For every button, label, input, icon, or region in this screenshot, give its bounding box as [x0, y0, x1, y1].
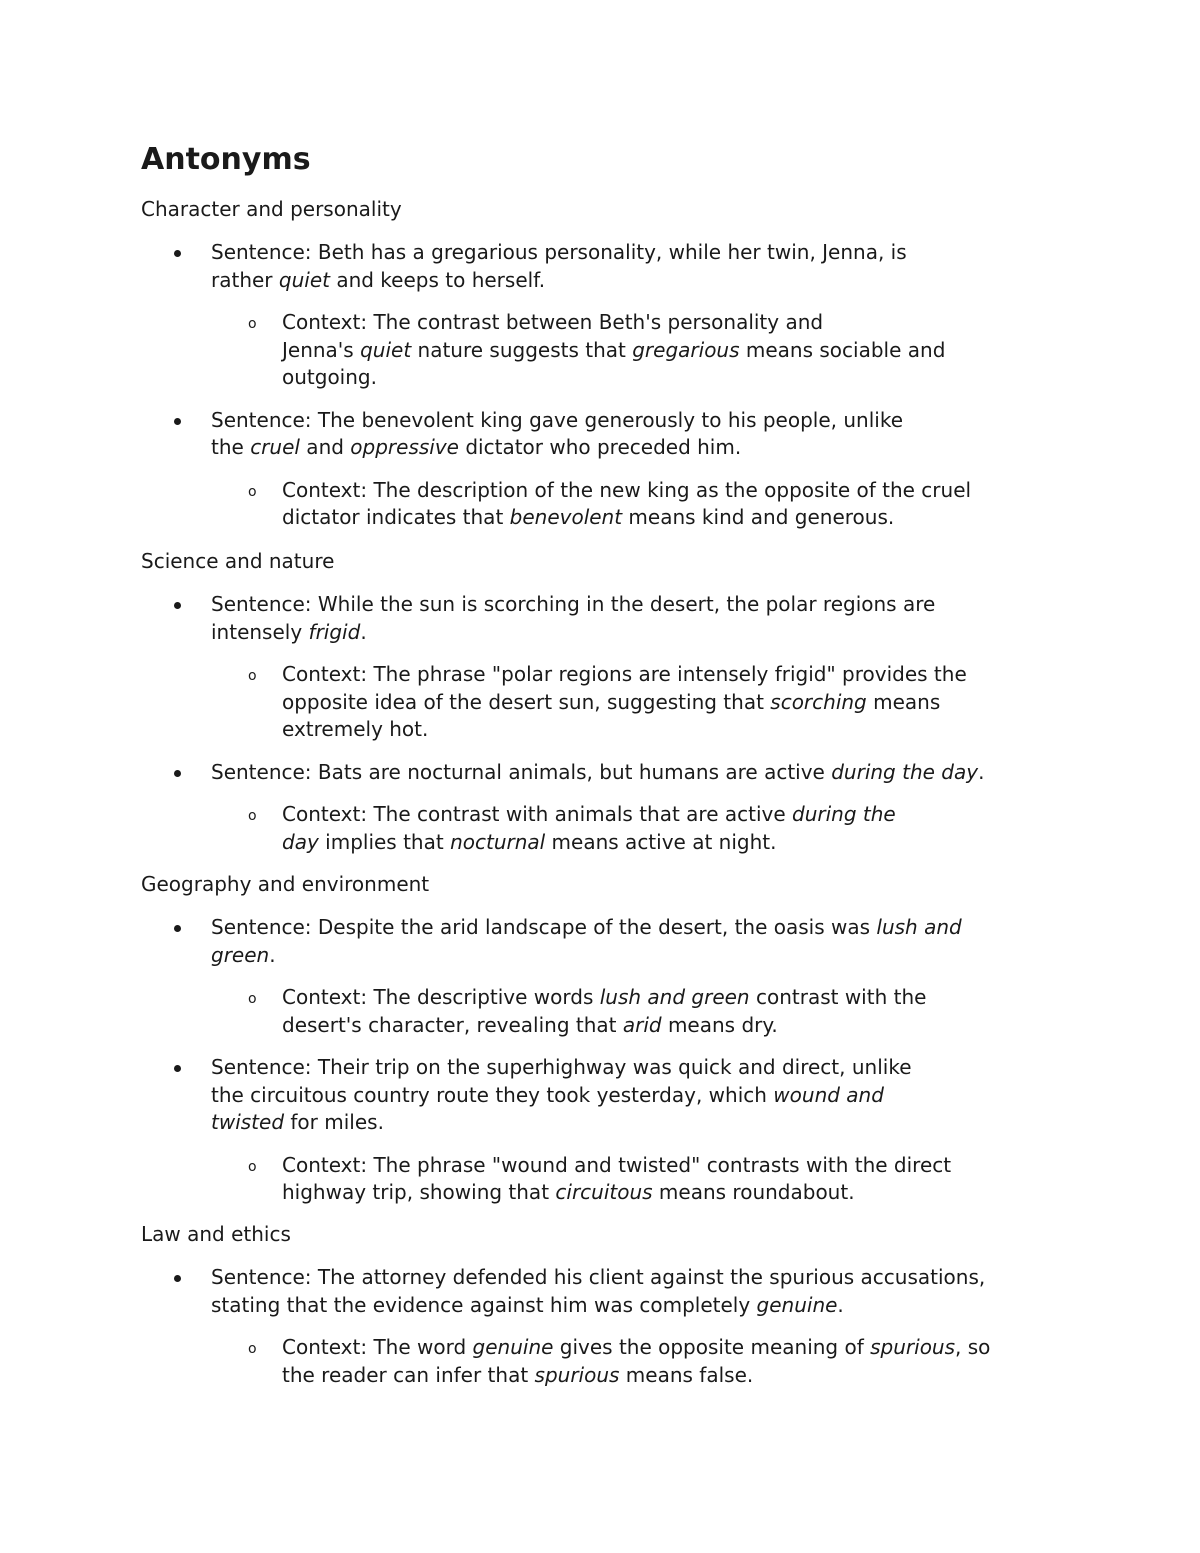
- context-line: [282, 661, 967, 688]
- text-run: Sentence: The attorney defended his client against the spurious accusations,: [211, 1265, 986, 1289]
- text-run: the reader can infer that: [282, 1362, 535, 1387]
- text-run: means kind and generous.: [622, 505, 895, 529]
- italic-term: circuitous: [555, 1180, 653, 1204]
- bullet-icon: [174, 250, 181, 257]
- bullet-icon: [174, 602, 181, 609]
- text-run: Sentence: Bats are nocturnal animals, but humans are active: [211, 759, 832, 784]
- sub-bullet-icon: o: [248, 316, 257, 332]
- italic-term: spurious: [534, 1362, 620, 1387]
- sentence-line: [211, 619, 367, 646]
- text-run: highway trip, showing that: [282, 1180, 556, 1204]
- italic-term: twisted: [211, 1110, 285, 1134]
- text-run: and keeps to herself.: [329, 267, 546, 292]
- bullet-icon: [174, 418, 181, 425]
- text-run: the: [211, 435, 251, 459]
- sub-bullet-icon: o: [248, 991, 257, 1007]
- context-line: [282, 829, 776, 856]
- sentence-line: [211, 434, 741, 461]
- text-run: and: [299, 435, 351, 459]
- italic-term: genuine: [472, 1335, 554, 1359]
- sentence-line: [211, 267, 545, 294]
- text-run: dictator indicates that: [282, 505, 510, 529]
- section-heading: Geography and environment: [141, 872, 430, 896]
- text-run: outgoing.: [282, 365, 377, 389]
- text-run: Context: The contrast between Beth's personality and: [282, 310, 824, 334]
- text-run: Jenna's: [282, 337, 361, 362]
- sentence-line: [211, 914, 962, 941]
- sub-bullet-icon: o: [248, 808, 257, 824]
- text-run: Sentence: While the sun is scorching in the desert, the polar regions are: [211, 592, 936, 616]
- context-line: [282, 1362, 753, 1389]
- italic-term: nocturnal: [450, 829, 546, 854]
- context-line: [282, 309, 823, 336]
- text-run: means sociable and: [739, 337, 946, 362]
- italic-term: arid: [622, 1012, 662, 1037]
- text-run: Context: The contrast with animals that are active: [282, 802, 793, 826]
- sentence-line: [211, 1264, 985, 1291]
- section-heading: Science and nature: [141, 549, 335, 573]
- text-run: Sentence: Beth has a gregarious personality, while her twin, Jenna, is: [211, 240, 907, 264]
- text-run: extremely hot.: [282, 717, 429, 741]
- sentence-line: [211, 1082, 884, 1109]
- section-heading: Character and personality: [141, 197, 402, 221]
- page-title: Antonyms: [141, 142, 311, 177]
- context-line: [282, 716, 428, 743]
- italic-term: gregarious: [632, 337, 740, 362]
- text-run: rather: [211, 267, 279, 292]
- italic-term: lush and green: [599, 985, 750, 1009]
- sub-bullet-icon: o: [248, 1158, 257, 1175]
- context-line: [282, 504, 894, 531]
- context-line: [282, 1334, 990, 1361]
- text-run: contrast with the: [749, 985, 927, 1009]
- italic-term: green: [211, 942, 270, 967]
- text-run: Context: The phrase "polar regions are intensely frigid" provides the: [282, 662, 967, 686]
- italic-term: benevolent: [509, 505, 623, 529]
- context-line: [282, 984, 926, 1011]
- text-run: desert's character, revealing that: [282, 1012, 623, 1037]
- italic-term: frigid: [308, 619, 361, 644]
- text-run: means false.: [619, 1362, 754, 1387]
- italic-term: day: [282, 829, 319, 854]
- italic-term: quiet: [278, 267, 330, 292]
- bullet-icon: [174, 925, 181, 932]
- text-run: Context: The phrase "wound and twisted" contrasts with the direct: [282, 1152, 952, 1177]
- text-run: means dry.: [661, 1012, 778, 1037]
- italic-term: oppressive: [350, 435, 459, 459]
- italic-term: cruel: [250, 435, 300, 459]
- text-run: , so: [955, 1335, 991, 1359]
- sentence-line: [211, 1054, 912, 1081]
- context-line: [282, 1179, 855, 1206]
- text-run: Context: The word: [282, 1335, 473, 1359]
- sentence-line: [211, 942, 276, 969]
- text-run: gives the opposite meaning of: [553, 1335, 871, 1359]
- text-run: implies that: [318, 829, 451, 854]
- italic-term: quiet: [360, 337, 412, 362]
- sub-bullet-icon: o: [248, 483, 257, 500]
- bullet-icon: [174, 1275, 181, 1282]
- text-run: .: [978, 759, 985, 784]
- context-line: [282, 1152, 951, 1179]
- text-run: .: [269, 942, 276, 967]
- italic-term: genuine: [756, 1292, 838, 1317]
- text-run: the circuitous country route they took yesterday, which: [211, 1082, 774, 1107]
- text-run: .: [837, 1292, 844, 1317]
- text-run: nature suggests that: [411, 337, 633, 362]
- text-run: stating that the evidence against him was completely: [211, 1292, 757, 1317]
- text-run: Context: The description of the new king as the opposite of the cruel: [282, 477, 972, 502]
- sentence-line: [211, 759, 984, 786]
- sub-bullet-icon: o: [248, 668, 257, 684]
- text-run: Sentence: Their trip on the superhighway was quick and direct, unlike: [211, 1055, 912, 1079]
- sentence-line: [211, 591, 935, 618]
- context-line: [282, 477, 971, 504]
- text-run: intensely: [211, 619, 309, 644]
- context-line: [282, 689, 940, 716]
- sentence-line: [211, 239, 907, 266]
- text-run: means active at night.: [545, 829, 777, 854]
- italic-term: scorching: [770, 689, 867, 714]
- context-line: [282, 1012, 778, 1039]
- text-run: .: [360, 619, 367, 644]
- text-run: Sentence: The benevolent king gave generously to his people, unlike: [211, 407, 903, 432]
- context-line: [282, 364, 377, 391]
- bullet-icon: [174, 1065, 181, 1072]
- italic-term: during the day: [831, 759, 979, 784]
- bullet-icon: [174, 770, 181, 777]
- sentence-line: [211, 1292, 844, 1319]
- text-run: means: [866, 689, 941, 714]
- italic-term: spurious: [870, 1335, 956, 1359]
- sub-bullet-icon: o: [248, 1341, 257, 1357]
- context-line: [282, 801, 896, 828]
- italic-term: lush and: [876, 915, 962, 939]
- text-run: Sentence: Despite the arid landscape of the desert, the oasis was: [211, 915, 877, 939]
- section-heading: Law and ethics: [141, 1222, 291, 1246]
- sentence-line: [211, 407, 903, 434]
- text-run: for miles.: [284, 1110, 384, 1134]
- sentence-line: [211, 1109, 384, 1136]
- italic-term: wound and: [773, 1082, 884, 1107]
- text-run: Context: The descriptive words: [282, 985, 600, 1009]
- italic-term: during the: [792, 802, 896, 826]
- text-run: opposite idea of the desert sun, suggesting that: [282, 689, 771, 714]
- text-run: means roundabout.: [652, 1180, 855, 1204]
- context-line: [282, 337, 945, 364]
- text-run: dictator who preceded him.: [459, 435, 742, 459]
